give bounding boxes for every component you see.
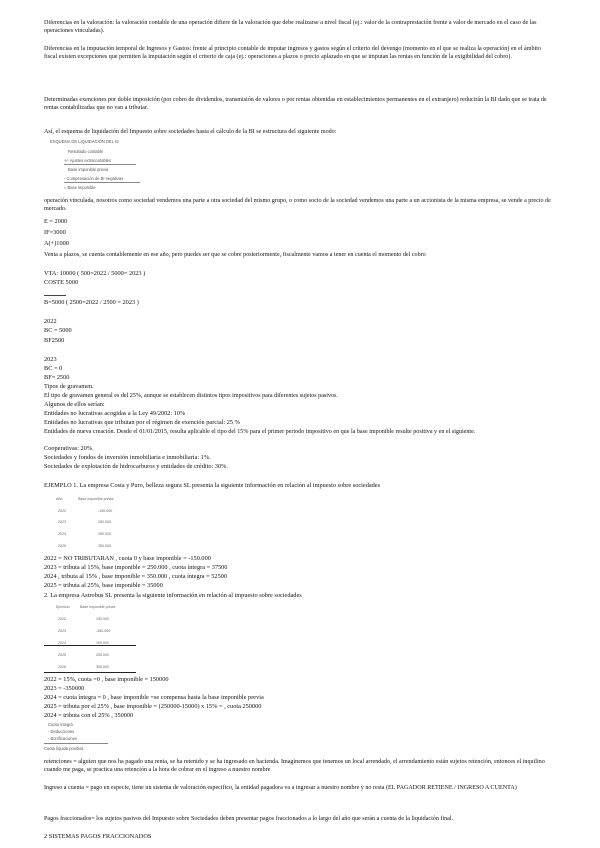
table-cell: 2026 [58,665,66,669]
table-cell: 350.000 [96,665,109,669]
line-if: IF=3000 [44,229,66,236]
table-cell: 2022 [58,617,66,621]
paragraph-retenciones: retenciones = alguien que nos ha pagado una renta, se ha retenido y se ha ingresado en hacienda. Imaginemos que tenemos un local arrendado, el arrendamiento están sujetos retención, entonces el inquilino cuando me paga, se practica una retención a la hora de cobrar en el ingreso a nuestro nombre [44,759,545,774]
line-beneficio [44,299,139,307]
ejemplo1-text: La empresa Costa y Puro, belleza segura SL presenta la siguiente información en relación al impuesto sobre sociedades [77,482,381,489]
line-e: E = 2000 [44,218,68,225]
table-header: Base imponible previa [78,497,114,501]
table-cell: 2024 [58,641,66,645]
cuota-item: - Bonificaciones [48,736,77,741]
bc-2022: BC = 5000 [44,327,72,334]
ejemplo2-result: 2024 = cuota íntegra = 0 , base imponible =se compensa hasta la base imponible previa [44,694,264,701]
ejemplo2-result: 2022 = 15%, cuota =0 , base imponible = 150000 [44,676,169,683]
paragraph-ingreso-cuenta: Ingreso a cuenta = pago en especie, tiene un sistema de valoración especifico, la entidad pagadora va a ingresar a nuestro nombre y no resta (EL PAGADOR RETIENE / INGRESO A CUENTA) [44,785,517,791]
table-cell: -150.000 [98,509,113,513]
tipos-item: Entidades no lucrativas acogidas a la Ley 49/2002: 10% [44,410,186,417]
bf-2023: BF= 2500 [44,374,70,381]
paragraph-valoracion: Diferencias en la valoración: la valoración contable de una operación difiere de la valoración que debe realizarse a nivel fiscal (ej.: valor de la contraprestación frente a valor de mercado en el caso de las operaciones vinculadas). [44,20,537,35]
table-cell: 2025 [58,544,66,548]
ejemplo2-heading: 2. La empresa Astrobus SL presenta la siguiente información en relación al impuesto sobre sociedades [44,592,302,599]
tipos-title: Tipos de gravamen. [44,383,94,390]
table-cell: 250.000 [96,653,109,657]
table-cell: 2023 [58,520,66,524]
tipos-algunos: Algunos de ellos serían: [44,401,105,408]
scheme-title: ESQUEMA DE LIQUIDACIÓN DEL IS [50,139,119,144]
year-2023: 2023 [44,356,57,363]
tipos-item: Entidades de nueva creación. Desde el 01/01/2015, resulta aplicable el tipo del 15% para el primer periodo impositivo en que la base imponible resulte positiva y en el siguiente. [44,429,476,435]
table-cell: 350.000 [98,532,111,536]
beneficio-split: ( 2500=2022 / 2500 = 2023 ) [64,299,139,306]
table-cell: 350.000 [98,544,111,548]
scheme-item: +/- Ajustes extracontables [64,158,111,163]
scheme-item: Resultado contable [68,149,104,154]
ejemplo2-result: 2023 = -350000 [44,685,85,692]
footer-sistemas: 2 SISTEMAS PAGOS FRACCIONADOS [44,833,152,840]
table-cell: 2023 [58,629,66,633]
table-cell: 2024 [58,532,66,536]
tipos-item: Sociedades y fondos de inversión inmobiliaria e inmobiliaria: 1%. [44,454,211,461]
tipos-item: Sociedades de explotación de hidrocarburos y entidades de crédito: 30%. [44,463,228,470]
ejemplo1-result: 2024 , tributa al 15% , base imponible = 350.000 , cuota íntegra = 52500 [44,573,228,580]
cuota-result: Cuota líquida positiva [44,746,84,751]
ejemplo1-heading [44,482,380,490]
bc-2023: BC = 0 [44,365,63,372]
ejemplo1-label: EJEMPLO 1. [44,482,78,489]
tipos-general: El tipo de gravamen general es del 25%, aunque se establecen distintos tipos impositivos para diferentes sujetos pasivos. [44,393,338,399]
table-header: Ejercicio [56,605,70,609]
table-cell: 2022 [58,509,66,513]
table-cell: -350.000 [96,629,111,633]
ejemplo1-result: 2025 = tributa al 25%, base imponible = 35000 [44,582,163,589]
ejemplo2-result: 2024 = tributa con el 25% , 350000 [44,712,134,719]
paragraph-imputacion: Diferencias en la imputación temporal de Ingresos y Gastos: frente al principio contable de imputar ingresos y gastos según el criterio del devengo (momento en el que se realiza la operación) en el ámbito fiscal existen excepciones que permiten la imputación según el criterio de caja (ej.: operaciones a plazos o precio aplazado en que se imputan las rentas en función de la exigibilidad del cobro). [44,46,541,61]
table-cell: 2025 [58,653,66,657]
ejemplo1-result: 2022 = NO TRIBUTARAN , cuota 0 y base imponible = -150.000 [44,555,211,562]
cuota-item: Cuota íntegra [48,722,73,727]
paragraph-pagos-fraccionados: Pagos fraccionados= los sujetos pasivos del Impuesto sobre Sociedades deben presentar pagos fraccionados a lo largo del año que serán a cuenta de la liquidación final. [44,816,454,822]
paragraph-exenciones: Determinadas exenciones por doble imposición (por cobro de dividendos, transmisión de valores o por rentas obtenidas en establecimientos permanentes en el extranjero) reducirán la BI dado que se trata de rentas contabilizadas que no van a tributar. [44,97,547,112]
paragraph-plazos: Venta a plazos, se cuenta contablemente en ese año, pero puedes ser que se cobre posteriormente, fiscalmente vamos a tener en cuenta el momento del cobro [44,252,426,258]
tipos-item: Cooperativas: 20%. [44,445,94,452]
table-cell: 100.000 [96,641,109,645]
table-header: Año [56,497,63,501]
line-vta: VTA: 10000 ( 500=2022 / 5000= 2023 ) [44,270,146,277]
table-cell: 150.000 [96,617,109,621]
table-header: Base imponible previa [80,605,116,609]
bf-2022: BF2500 [44,337,65,344]
scheme-item: Base imponible previa [68,167,109,172]
cuota-item: - Deducciones [48,729,75,734]
line-coste: COSTE 5000 [44,279,79,286]
ejemplo1-result: 2023 = tributa al 15%, base imponible = 250.000 , cuota íntegra = 37500 [44,564,228,571]
beneficio-value: B=5000 [44,299,65,306]
scheme-item: - Compensación de BI negativas [64,176,124,181]
paragraph-esquema-intro: Así, el esquema de liquidación del Impuesto sobre sociedades hasta el cálculo de la BI se estructura del siguiente modo: [44,129,337,135]
scheme-item: = Base imponible [64,185,96,190]
ejemplo2-result: 2025 = tributa por el 25% , base imponible = (250000-15000) x 15% = , cuota 250000 [44,703,262,710]
line-a: A(+)1000 [44,240,69,247]
paragraph-vinculada: operación vinculada, nosotros como sociedad vendemos una parte a otra sociedad del mismo grupo, o como socio de la sociedad vendemos una parte a un accionista de la misma empresa, se vende a precio de mercado. [44,198,551,213]
table-cell: 250.000 [98,520,111,524]
year-2022: 2022 [44,318,57,325]
tipos-item: Entidades no lucrativas que tributan por el régimen de exención parcial: 25 % [44,419,240,426]
